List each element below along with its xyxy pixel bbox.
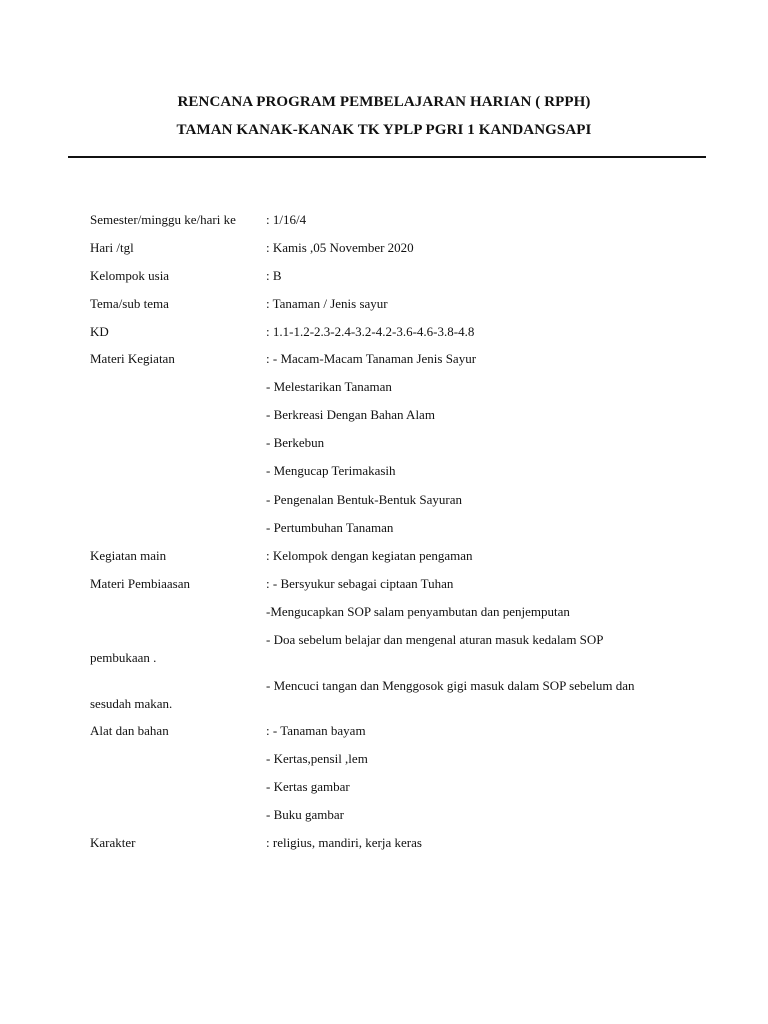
tema-value: : Tanaman / Jenis sayur (266, 296, 388, 311)
tema-label: Tema/sub tema (90, 296, 169, 311)
hari-label: Hari /tgl (90, 240, 134, 255)
alat-item: - Kertas,pensil ,lem (266, 751, 368, 766)
materi-item: - Mengucap Terimakasih (266, 463, 396, 478)
materi-item: - Melestarikan Tanaman (266, 379, 392, 394)
pembiasaan-wrap-text: pembukaan . (90, 650, 157, 665)
header-rule (68, 156, 706, 158)
kd-value: : 1.1-1.2-2.3-2.4-3.2-4.2-3.6-4.6-3.8-4.8 (266, 324, 475, 339)
alat-label: Alat dan bahan (90, 723, 169, 738)
alat-item: : - Tanaman bayam (266, 723, 366, 738)
hari-value: : Kamis ,05 November 2020 (266, 240, 414, 255)
materi-item: - Berkreasi Dengan Bahan Alam (266, 407, 435, 422)
kegiatan-main-label: Kegiatan main (90, 548, 167, 563)
materi-item: - Pertumbuhan Tanaman (266, 520, 394, 535)
karakter-label: Karakter (90, 835, 136, 850)
materi-item: - Pengenalan Bentuk-Bentuk Sayuran (266, 492, 463, 507)
alat-item: - Buku gambar (266, 807, 344, 822)
pembiasaan-item: - Mencuci tangan dan Menggosok gigi masuk dalam SOP sebelum dan (266, 678, 635, 693)
pembiasaan-item: -Mengucapkan SOP salam penyambutan dan penjemputan (266, 604, 570, 619)
pembiasaan-item: - Doa sebelum belajar dan mengenal aturan masuk kedalam SOP (266, 632, 604, 647)
pembiasaan-wrap-text: sesudah makan. (90, 696, 173, 711)
document-subtitle: TAMAN KANAK-KANAK TK YPLP PGRI 1 KANDANGSAPI (176, 122, 592, 138)
pembiasaan-item: : - Bersyukur sebagai ciptaan Tuhan (266, 576, 454, 591)
kd-label: KD (90, 324, 109, 339)
kelompok-label: Kelompok usia (90, 268, 170, 283)
semester-value: : 1/16/4 (266, 212, 307, 227)
materi-label: Materi Kegiatan (90, 351, 175, 366)
document-title: RENCANA PROGRAM PEMBELAJARAN HARIAN ( RPPH) (177, 94, 591, 110)
materi-item: - Berkebun (266, 435, 325, 450)
semester-label: Semester/minggu ke/hari ke (90, 212, 236, 227)
alat-item: - Kertas gambar (266, 779, 350, 794)
karakter-value: : religius, mandiri, kerja keras (266, 835, 422, 850)
pembiasaan-label: Materi Pembiaasan (90, 576, 190, 591)
kegiatan-main-value: : Kelompok dengan kegiatan pengaman (266, 548, 473, 563)
materi-item: : - Macam-Macam Tanaman Jenis Sayur (266, 351, 477, 366)
kelompok-value: : B (266, 268, 282, 283)
